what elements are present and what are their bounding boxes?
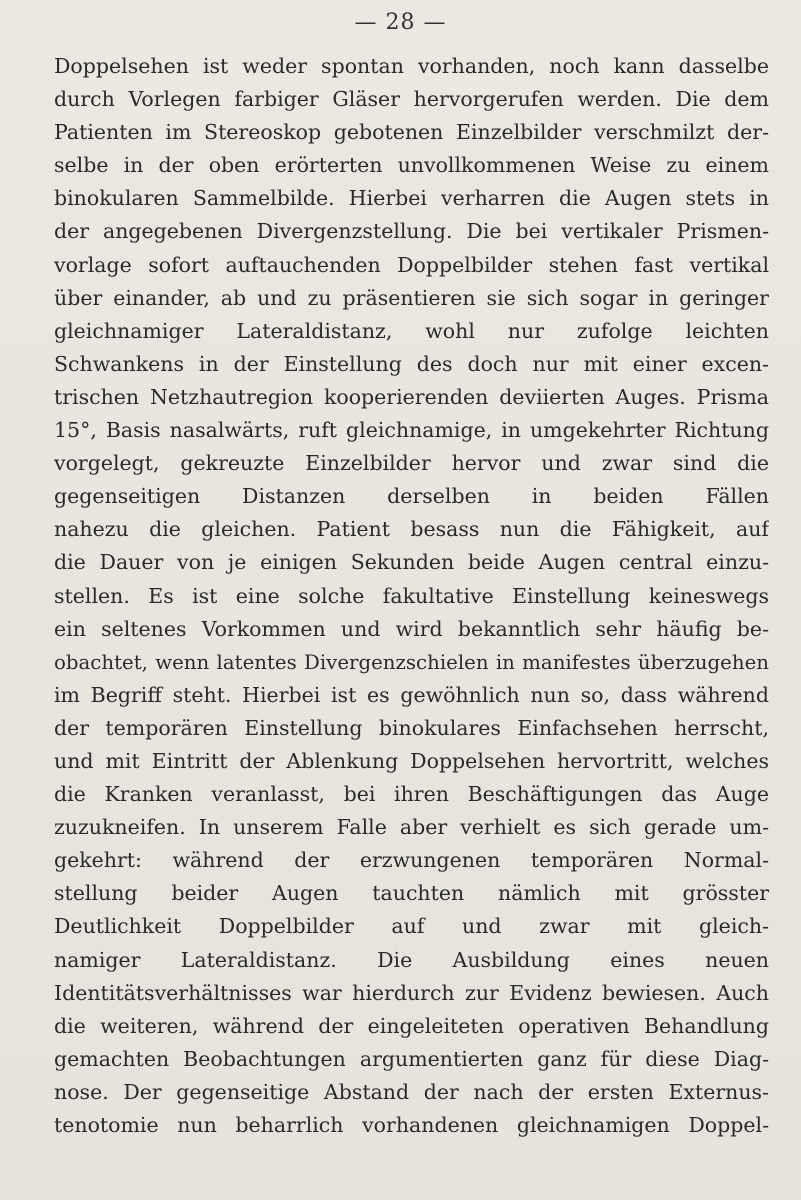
text-line: Patienten im Stereoskop gebotenen Einzelbilder verschmilzt der- — [54, 120, 769, 145]
text-line: vorlage sofort auftauchenden Doppelbilder stehen fast vertikal — [54, 252, 769, 277]
text-line: Deutlichkeit Doppelbilder auf und zwar mit gleich- — [54, 914, 769, 939]
text-line: Schwankens in der Einstellung des doch nur mit einer excen- — [54, 351, 769, 376]
text-line: der temporären Einstellung binokulares Einfachsehen herrscht, — [54, 715, 769, 740]
text-line: ein seltenes Vorkommen und wird bekanntlich sehr häufig be- — [54, 616, 769, 641]
text-line: namiger Lateraldistanz. Die Ausbildung eines neuen — [54, 947, 769, 972]
text-line: 15°, Basis nasalwärts, ruft gleichnamige, in umgekehrter Richtung — [54, 418, 769, 443]
text-line: über einander, ab und zu präsentieren sie sich sogar in geringer — [54, 285, 769, 310]
text-line: im Begriff steht. Hierbei ist es gewöhnlich nun so, dass während — [54, 682, 769, 707]
text-line: und mit Eintritt der Ablenkung Doppelsehen hervortritt, welches — [54, 748, 769, 773]
text-line: trischen Netzhautregion kooperierenden deviierten Auges. Prisma — [54, 384, 769, 409]
text-line: durch Vorlegen farbiger Gläser hervorgerufen werden. Die dem — [54, 87, 769, 112]
text-line: gleichnamiger Lateraldistanz, wohl nur zufolge leichten — [54, 318, 769, 343]
text-line: die weiteren, während der eingeleiteten operativen Behandlung — [54, 1013, 769, 1038]
text-line: obachtet, wenn latentes Divergenzschielen in manifestes überzugehen — [54, 650, 769, 674]
text-line: stellung beider Augen tauchten nämlich mit grösster — [54, 881, 769, 906]
text-line: gekehrt: während der erzwungenen temporären Normal- — [54, 848, 769, 873]
text-line: nose. Der gegenseitige Abstand der nach der ersten Externus- — [54, 1079, 769, 1104]
text-line: die Dauer von je einigen Sekunden beide Augen central einzu- — [54, 550, 769, 575]
text-line: selbe in der oben erörterten unvollkommenen Weise zu einem — [54, 153, 769, 178]
text-line: die Kranken veranlasst, bei ihren Beschäftigungen das Auge — [54, 782, 769, 807]
text-line: binokularen Sammelbilde. Hierbei verharren die Augen stets in — [54, 186, 769, 211]
text-line: nahezu die gleichen. Patient besass nun die Fähigkeit, auf — [54, 517, 769, 542]
page-number: — 28 — — [354, 10, 447, 35]
text-line: der angegebenen Divergenzstellung. Die bei vertikaler Prismen- — [54, 219, 769, 244]
text-line: gemachten Beobachtungen argumentierten ganz für diese Diag- — [54, 1046, 769, 1071]
text-line: tenotomie nun beharrlich vorhandenen gleichnamigen Doppel- — [54, 1113, 769, 1137]
body-text — [54, 50, 769, 1142]
text-line: stellen. Es ist eine solche fakultative Einstellung keineswegs — [54, 583, 769, 608]
text-line: Identitätsverhältnisses war hierdurch zur Evidenz bewiesen. Auch — [54, 980, 769, 1005]
text-line: Doppelsehen ist weder spontan vorhanden, noch kann dasselbe — [54, 54, 769, 78]
text-line: zuzukneifen. In unserem Falle aber verhielt es sich gerade um- — [54, 815, 769, 840]
text-line: vorgelegt, gekreuzte Einzelbilder hervor und zwar sind die — [54, 451, 769, 476]
text-line: gegenseitigen Distanzen derselben in beiden Fällen — [54, 484, 769, 509]
